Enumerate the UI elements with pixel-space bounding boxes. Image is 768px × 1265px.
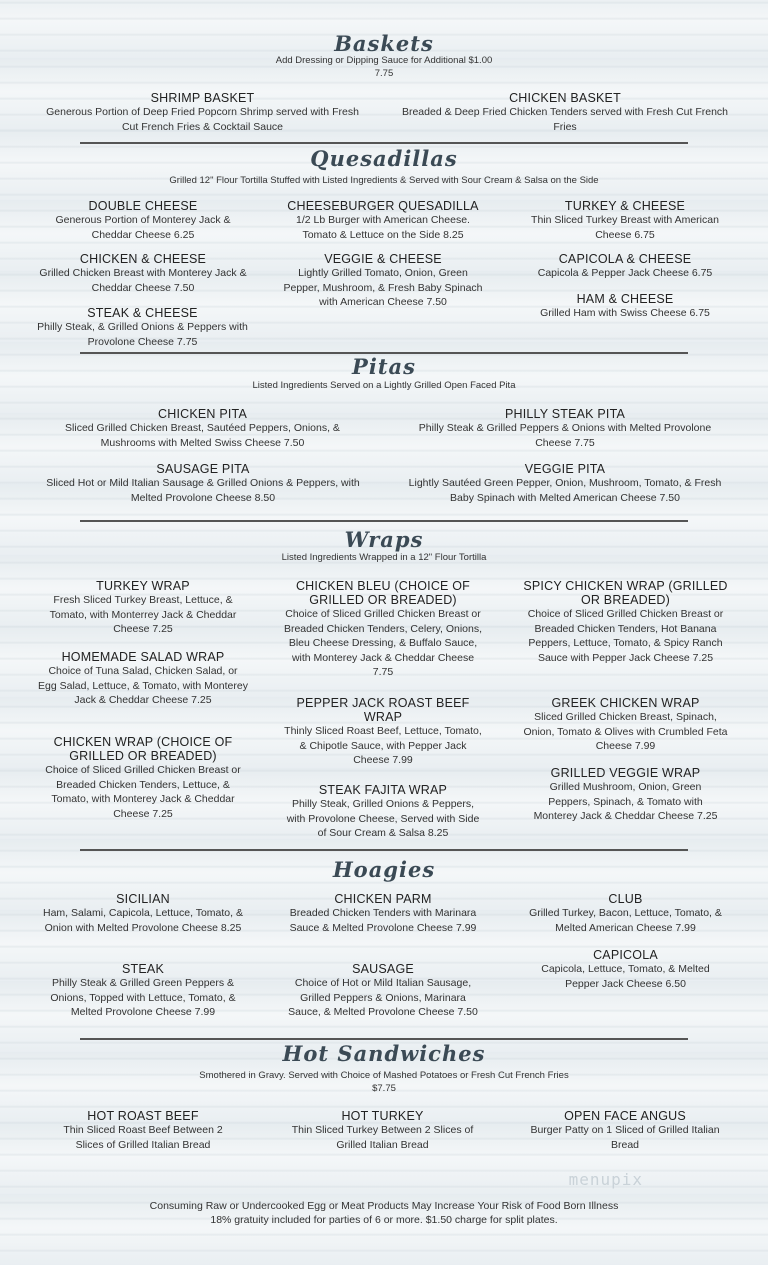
item-desc: Choice of Hot or Mild Italian Sausage, Grilled Peppers & Onions, Marinara Sauce, & Melted Provolone Cheese 7.50 <box>288 977 478 1018</box>
menu-item <box>283 696 483 768</box>
item-name: OPEN FACE ANGUS <box>564 1109 686 1123</box>
item-desc: Sliced Grilled Chicken Breast, Sautéed Peppers, Onions, & Mushrooms with Melted Swiss Cheese 7.50 <box>65 422 340 449</box>
item-desc: Burger Patty on 1 Sliced of Grilled Italian Bread <box>530 1124 720 1151</box>
item-desc: Sliced Grilled Chicken Breast, Spinach, Onion, Tomato & Olives with Crumbled Feta Cheese 7.99 <box>523 711 728 752</box>
item-name: HAM & CHEESE <box>576 292 674 306</box>
item-desc: Breaded Chicken Tenders with Marinara Sauce & Melted Provolone Cheese 7.99 <box>289 907 477 934</box>
section-divider <box>80 1038 688 1040</box>
item-desc: Thin Sliced Turkey Breast with American Cheese 6.75 <box>531 214 719 241</box>
item-name: CHICKEN PITA <box>158 407 247 421</box>
section-divider <box>80 849 688 851</box>
item-name: PHILLY STEAK PITA <box>504 407 626 421</box>
menu-item <box>283 783 483 841</box>
item-desc: Sliced Hot or Mild Italian Sausage & Grilled Onions & Peppers, with Melted Provolone Cheese 8.50 <box>46 477 360 504</box>
watermark: menupix <box>568 1170 643 1189</box>
item-desc: Philly Steak & Grilled Peppers & Onions with Melted Provolone Cheese 7.75 <box>418 422 712 449</box>
item-name: CHICKEN BASKET <box>509 91 621 105</box>
item-desc: Philly Steak, Grilled Onions & Peppers, with Provolone Cheese, Served with Side of Sour Cream & Salsa 8.25 <box>286 798 480 839</box>
item-name: CAPICOLA <box>593 948 658 962</box>
menu-item <box>530 1109 720 1152</box>
menu-item <box>400 407 730 450</box>
item-name: CHICKEN WRAP (CHOICE OF GRILLED OR BREADED) <box>53 735 233 763</box>
section-divider <box>80 142 688 144</box>
quesadillas-note: Grilled 12" Flour Tortilla Stuffed with Listed Ingredients & Served with Sour Cream & Salsa on the Side <box>169 175 599 186</box>
item-desc: Grilled Chicken Breast with Monterey Jack & Cheddar Cheese 7.50 <box>39 267 247 294</box>
menu-item <box>38 579 248 637</box>
menu-item <box>515 252 735 281</box>
item-name: TURKEY WRAP <box>96 579 190 593</box>
item-name: TURKEY & CHEESE <box>564 199 686 213</box>
item-desc: Thin Sliced Turkey Between 2 Slices of Grilled Italian Bread <box>291 1124 474 1151</box>
menu-item <box>518 696 733 754</box>
item-name: SAUSAGE PITA <box>156 462 250 476</box>
item-name: HOT ROAST BEEF <box>87 1109 199 1123</box>
item-desc: Breaded & Deep Fried Chicken Tenders served with Fresh Cut French Fries <box>401 106 729 133</box>
item-desc: Generous Portion of Deep Fried Popcorn Shrimp served with Fresh Cut French Fries & Cocktail Sauce <box>46 106 359 133</box>
menu-item <box>38 650 248 708</box>
wraps-title: Wraps <box>344 527 424 552</box>
menu-item <box>400 462 730 505</box>
item-name: CHEESEBURGER QUESADILLA <box>287 199 479 213</box>
item-desc: Grilled Turkey, Bacon, Lettuce, Tomato, & Melted American Cheese 7.99 <box>529 907 722 934</box>
item-name: PEPPER JACK ROAST BEEF WRAP <box>296 696 470 724</box>
hot-sandwiches-note: Smothered in Gravy. Served with Choice of Mashed Potatoes or Fresh Cut French Fries <box>199 1070 569 1081</box>
menu-item <box>38 962 248 1020</box>
item-name: STEAK <box>122 962 164 976</box>
item-name: SPICY CHICKEN WRAP (GRILLED OR BREADED) <box>523 579 728 607</box>
menu-item <box>38 252 248 295</box>
baskets-price: 7.75 <box>374 68 394 79</box>
item-name: SICILIAN <box>116 892 170 906</box>
menu-item <box>283 199 483 242</box>
hoagies-title: Hoagies <box>332 857 436 882</box>
baskets-title: Baskets <box>334 31 434 56</box>
pitas-note: Listed Ingredients Served on a Lightly Grilled Open Faced Pita <box>252 380 516 391</box>
item-name: STEAK & CHEESE <box>87 306 198 320</box>
item-desc: Generous Portion of Monterey Jack & Cheddar Cheese 6.25 <box>55 214 231 241</box>
menu-item <box>35 306 250 349</box>
item-name: STEAK FAJITA WRAP <box>318 783 448 797</box>
menu-item <box>518 892 733 935</box>
menu-item <box>38 735 248 821</box>
item-desc: Ham, Salami, Capicola, Lettuce, Tomato, & Onion with Melted Provolone Cheese 8.25 <box>43 907 243 934</box>
item-desc: Philly Steak & Grilled Green Peppers & Onions, Topped with Lettuce, Tomato, & Melted Provolone Cheese 7.99 <box>50 977 236 1018</box>
item-desc: Capicola, Lettuce, Tomato, & Melted Pepper Jack Cheese 6.50 <box>541 963 710 990</box>
menu-item <box>38 462 368 505</box>
item-name: HOMEMADE SALAD WRAP <box>61 650 225 664</box>
menu-item <box>283 892 483 935</box>
item-name: DOUBLE CHEESE <box>88 199 198 213</box>
menu-item <box>283 252 483 310</box>
item-name: HOT TURKEY <box>341 1109 424 1123</box>
item-name: VEGGIE & CHEESE <box>324 252 442 266</box>
menu-item <box>400 91 730 134</box>
footer-gratuity: 18% gratuity included for parties of 6 or more. $1.50 charge for split plates. <box>210 1214 558 1226</box>
menu-item <box>523 948 728 991</box>
menu-item <box>520 199 730 242</box>
item-desc: Choice of Sliced Grilled Chicken Breast or Breaded Chicken Tenders, Lettuce, & Tomato, with Monterey Jack & Cheddar Cheese 7.25 <box>45 764 241 820</box>
hot-sandwiches-title: Hot Sandwiches <box>282 1041 486 1066</box>
item-name: CHICKEN & CHEESE <box>79 252 207 266</box>
item-desc: Thinly Sliced Roast Beef, Lettuce, Tomato, & Chipotle Sauce, with Pepper Jack Cheese 7.99 <box>284 725 482 766</box>
quesadillas-title: Quesadillas <box>310 146 458 171</box>
item-name: GREEK CHICKEN WRAP <box>551 696 700 710</box>
hot-sandwiches-price: $7.75 <box>372 1083 396 1094</box>
item-desc: Capicola & Pepper Jack Cheese 6.75 <box>537 267 713 279</box>
item-name: SAUSAGE <box>352 962 414 976</box>
item-desc: Choice of Sliced Grilled Chicken Breast or Breaded Chicken Tenders, Hot Banana Peppers, Lettuce, Tomato, & Spicy Ranch Sauce with Pepper Jack Cheese 7.25 <box>527 608 724 664</box>
item-name: VEGGIE PITA <box>524 462 606 476</box>
item-desc: Thin Sliced Roast Beef Between 2 Slices of Grilled Italian Bread <box>63 1124 223 1151</box>
item-desc: Philly Steak, & Grilled Onions & Peppers with Provolone Cheese 7.75 <box>37 321 248 348</box>
item-desc: Lightly Grilled Tomato, Onion, Green Pepper, Mushroom, & Fresh Baby Spinach with American Cheese 7.50 <box>283 267 483 308</box>
baskets-note: Add Dressing or Dipping Sauce for Additional $1.00 <box>275 55 493 66</box>
menu-item <box>38 892 248 935</box>
menu-item <box>38 199 248 242</box>
section-divider <box>80 520 688 522</box>
menu-item <box>48 1109 238 1152</box>
menu-item <box>520 292 730 321</box>
wraps-note: Listed Ingredients Wrapped in a 12" Flour Tortilla <box>281 552 487 563</box>
item-desc: Grilled Ham with Swiss Cheese 6.75 <box>540 307 710 319</box>
menu-item <box>40 91 365 134</box>
menu-item <box>280 1109 485 1152</box>
item-name: SHRIMP BASKET <box>150 91 255 105</box>
menu-item <box>518 579 733 665</box>
footer-disclaimer: Consuming Raw or Undercooked Egg or Meat Products May Increase Your Risk of Food Born Illness <box>149 1200 619 1212</box>
menu-item <box>528 766 723 824</box>
item-name: GRILLED VEGGIE WRAP <box>550 766 701 780</box>
item-desc: Fresh Sliced Turkey Breast, Lettuce, & Tomato, with Monterrey Jack & Cheddar Cheese 7.25 <box>49 594 237 635</box>
pitas-title: Pitas <box>352 354 416 379</box>
item-name: CHICKEN PARM <box>334 892 432 906</box>
item-name: CHICKEN BLEU (CHOICE OF GRILLED OR BREADED) <box>295 579 471 607</box>
item-desc: Grilled Mushroom, Onion, Green Peppers, Spinach, & Tomato with Monterey Jack & Cheddar Cheese 7.25 <box>533 781 718 822</box>
menu-item <box>40 407 365 450</box>
item-desc: Choice of Sliced Grilled Chicken Breast or Breaded Chicken Tenders, Celery, Onions, Bleu Cheese Dressing, & Buffalo Sauce, with Monterey Jack & Cheddar Cheese 7.75 <box>283 608 483 678</box>
item-desc: 1/2 Lb Burger with American Cheese. Tomato & Lettuce on the Side 8.25 <box>296 214 470 241</box>
menu-item <box>283 962 483 1020</box>
item-name: CAPICOLA & CHEESE <box>558 252 692 266</box>
item-name: CLUB <box>608 892 643 906</box>
item-desc: Lightly Sautéed Green Pepper, Onion, Mushroom, Tomato, & Fresh Baby Spinach with Melted American Cheese 7.50 <box>408 477 722 504</box>
item-desc: Choice of Tuna Salad, Chicken Salad, or Egg Salad, Lettuce, & Tomato, with Monterey Jack & Cheddar Cheese 7.25 <box>38 665 248 706</box>
menu-item <box>283 579 483 680</box>
